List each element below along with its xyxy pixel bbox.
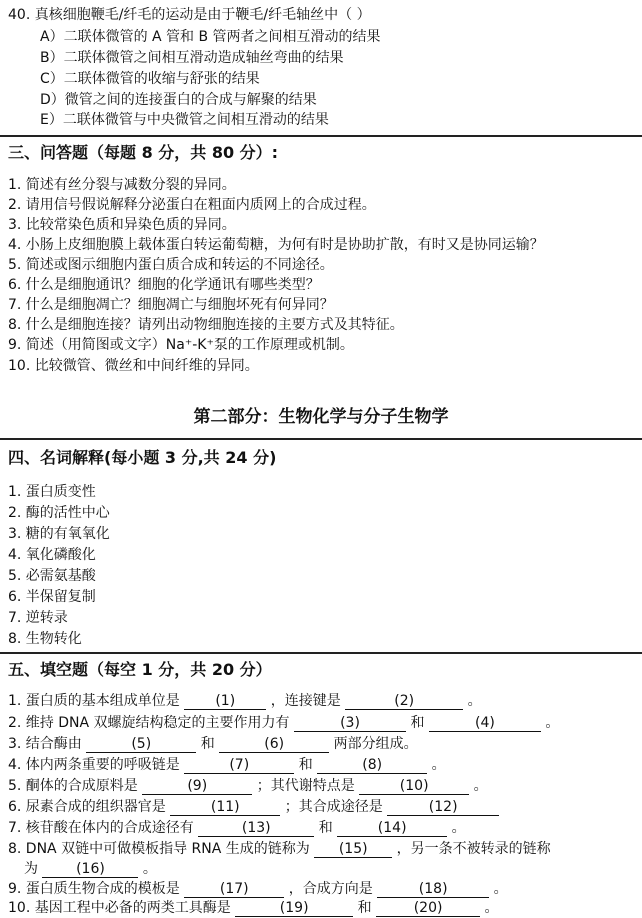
section3-item: 9. 简述（用简图或文字）Na⁺-K⁺泵的工作原理或机制。 <box>8 337 354 353</box>
question-text: ；其代谢特点是 <box>256 778 355 794</box>
answer-blank[interactable]: (17) <box>184 881 284 898</box>
question-text: 为 <box>24 861 38 877</box>
section3-item: 7. 什么是细胞凋亡？细胞凋亡与细胞坏死有何异同？ <box>8 297 334 313</box>
answer-blank[interactable]: (5) <box>86 736 196 753</box>
answer-blank[interactable]: (4) <box>429 715 541 732</box>
fill-question-2 <box>8 714 559 732</box>
question-text: 。 <box>451 820 466 836</box>
section3-title: 三、问答题（每题 8 分，共 80 分）: <box>8 143 279 162</box>
section3-item: 5. 简述或图示细胞内蛋白质合成和转运的不同途径。 <box>8 257 334 273</box>
answer-blank[interactable]: (7) <box>184 757 294 774</box>
question-text: 。 <box>493 881 508 897</box>
question-text: 和 <box>200 736 215 752</box>
answer-blank[interactable]: (3) <box>294 715 406 732</box>
question-text: 9. 蛋白质生物合成的模板是 <box>8 881 180 897</box>
answer-blank[interactable]: (18) <box>377 881 489 898</box>
question-text: 3. 结合酶由 <box>8 736 82 752</box>
q40-stem: 40. 真核细胞鞭毛/纤毛的运动是由于鞭毛/纤毛轴丝中（ ） <box>8 7 371 23</box>
q40-option-d: D）微管之间的连接蛋白的合成与解聚的结果 <box>40 92 317 108</box>
question-text: 10. 基因工程中必备的两类工具酶是 <box>8 900 231 916</box>
question-text: 7. 核苷酸在体内的合成途径有 <box>8 820 194 836</box>
answer-blank[interactable]: (12) <box>387 799 499 816</box>
fill-question-6 <box>8 798 499 816</box>
question-text: 5. 酮体的合成原料是 <box>8 778 138 794</box>
question-text: 。 <box>467 693 482 709</box>
fill-question-5 <box>8 777 488 795</box>
question-text: 8. DNA 双链中可做模板指导 RNA 生成的链称为 <box>8 841 310 857</box>
answer-blank[interactable]: (10) <box>359 778 469 795</box>
section4-item: 3. 糖的有氧氧化 <box>8 526 110 542</box>
question-text: 和 <box>357 900 372 916</box>
q40-option-b: B）二联体微管之间相互滑动造成轴丝弯曲的结果 <box>40 50 344 66</box>
q40-option-a: A）二联体微管的 A 管和 B 管两者之间相互滑动的结果 <box>40 29 381 45</box>
question-text: ，连接键是 <box>270 693 341 709</box>
fill-question-8-cont <box>24 860 157 878</box>
question-text: 。 <box>473 778 488 794</box>
section-divider <box>0 438 642 440</box>
section4-item: 4. 氧化磷酸化 <box>8 547 96 563</box>
section4-item: 8. 生物转化 <box>8 631 82 647</box>
section4-item: 2. 酶的活性中心 <box>8 505 110 521</box>
question-text: 和 <box>298 757 313 773</box>
answer-blank[interactable]: (15) <box>314 841 392 858</box>
answer-blank[interactable]: (19) <box>235 900 353 917</box>
question-text: 2. 维持 DNA 双螺旋结构稳定的主要作用力有 <box>8 715 290 731</box>
section-divider <box>0 135 642 137</box>
question-text: ，合成方向是 <box>288 881 373 897</box>
question-text: 和 <box>410 715 425 731</box>
section3-item: 10. 比较微管、微丝和中间纤维的异同。 <box>8 358 259 374</box>
fill-question-7 <box>8 819 466 837</box>
answer-blank[interactable]: (6) <box>219 736 329 753</box>
answer-blank[interactable]: (11) <box>170 799 280 816</box>
answer-blank[interactable]: (16) <box>42 861 138 878</box>
question-text: ，另一条不被转录的链称 <box>396 841 551 857</box>
section5-title: 五、填空题（每空 1 分，共 20 分） <box>8 660 272 679</box>
answer-blank[interactable]: (14) <box>337 820 447 837</box>
section4-title: 四、名词解释(每小题 3 分,共 24 分) <box>8 448 277 467</box>
q40-option-c: C）二联体微管的收缩与舒张的结果 <box>40 71 260 87</box>
fill-question-9 <box>8 880 508 898</box>
fill-question-3 <box>8 735 418 753</box>
section3-item: 3. 比较常染色质和异染色质的异同。 <box>8 217 236 233</box>
answer-blank[interactable]: (1) <box>184 693 266 710</box>
section4-item: 5. 必需氨基酸 <box>8 568 96 584</box>
question-text: 。 <box>545 715 560 731</box>
section3-item: 4. 小肠上皮细胞膜上载体蛋白转运葡萄糖，为何有时是协助扩散，有时又是协同运输？ <box>8 237 544 253</box>
answer-blank[interactable]: (9) <box>142 778 252 795</box>
section3-item: 6. 什么是细胞通讯？细胞的化学通讯有哪些类型？ <box>8 277 320 293</box>
question-text: 。 <box>484 900 499 916</box>
answer-blank[interactable]: (8) <box>317 757 427 774</box>
question-text: 1. 蛋白质的基本组成单位是 <box>8 693 180 709</box>
section4-item: 7. 逆转录 <box>8 610 68 626</box>
fill-question-10 <box>8 899 499 917</box>
section4-item: 6. 半保留复制 <box>8 589 96 605</box>
part2-title: 第二部分：生物化学与分子生物学 <box>193 407 449 427</box>
answer-blank[interactable]: (13) <box>198 820 314 837</box>
question-text: 。 <box>142 861 157 877</box>
question-text: 和 <box>318 820 333 836</box>
question-text: 。 <box>431 757 446 773</box>
section-divider <box>0 652 642 654</box>
answer-blank[interactable]: (2) <box>345 693 463 710</box>
q40-option-e: E）二联体微管与中央微管之间相互滑动的结果 <box>40 112 329 128</box>
answer-blank[interactable]: (20) <box>376 900 480 917</box>
question-text: 两部分组成。 <box>333 736 418 752</box>
section3-item: 2. 请用信号假说解释分泌蛋白在粗面内质网上的合成过程。 <box>8 197 376 213</box>
section3-item: 1. 简述有丝分裂与减数分裂的异同。 <box>8 177 236 193</box>
fill-question-1 <box>8 692 482 710</box>
question-text: 4. 体内两条重要的呼吸链是 <box>8 757 180 773</box>
fill-question-4 <box>8 756 446 774</box>
section4-item: 1. 蛋白质变性 <box>8 484 96 500</box>
question-text: ；其合成途径是 <box>284 799 383 815</box>
section3-item: 8. 什么是细胞连接？请列出动物细胞连接的主要方式及其特征。 <box>8 317 404 333</box>
fill-question-8 <box>8 840 551 858</box>
question-text: 6. 尿素合成的组织器官是 <box>8 799 166 815</box>
